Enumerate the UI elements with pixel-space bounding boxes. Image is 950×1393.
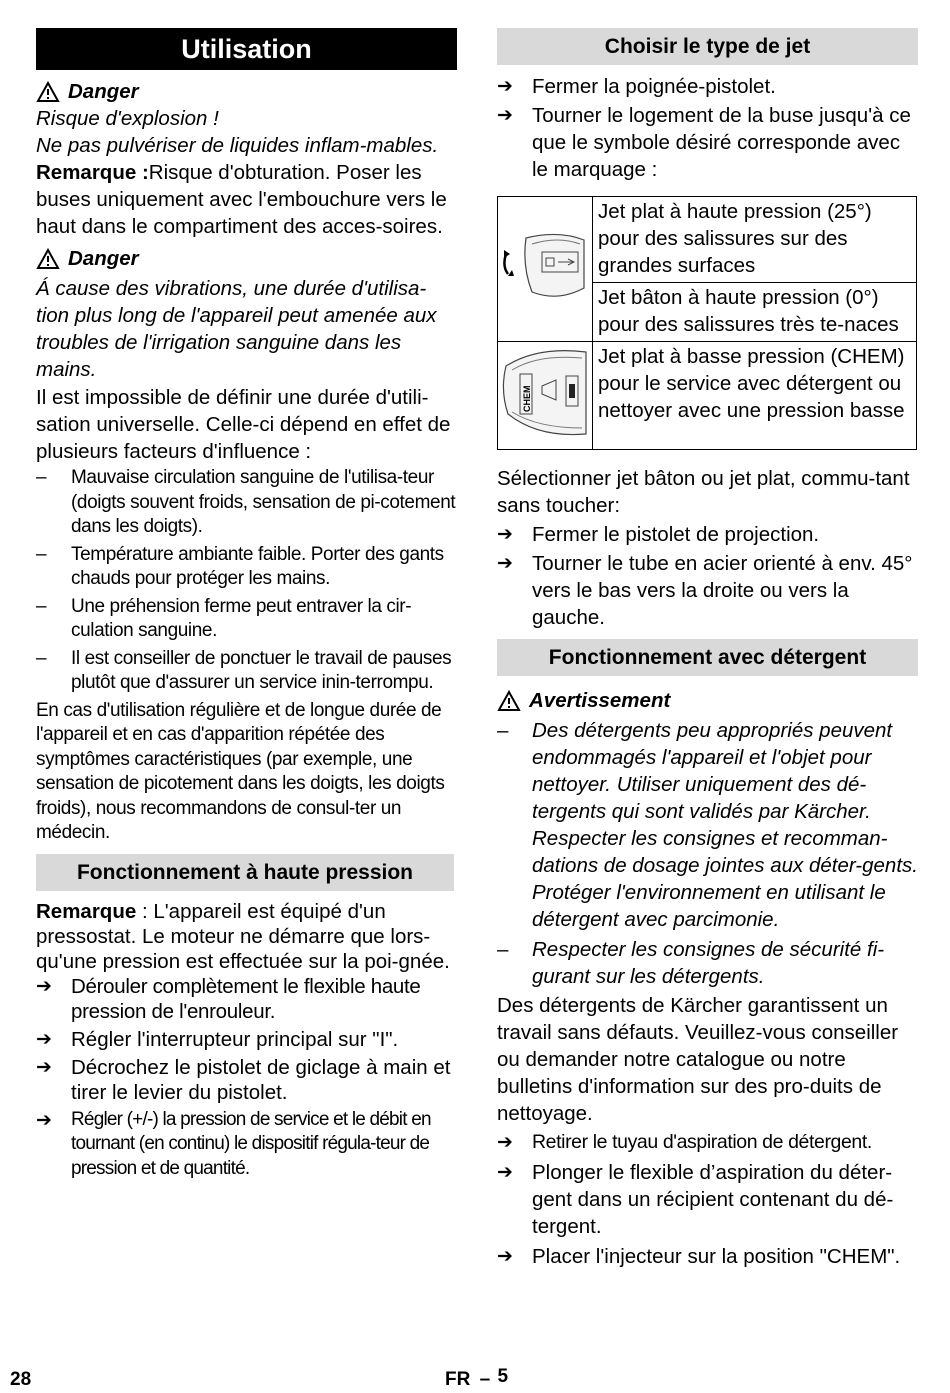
nozzle-option-text: Jet plat à basse pression (CHEM) pour le service avec détergent ou nettoyer avec une pression basse — [593, 342, 917, 450]
list-item: ➔ Fermer le pistolet de projection. — [497, 523, 820, 546]
remarque-obturation — [36, 159, 457, 240]
paragraph-karcher-detergents: Des détergents de Kärcher garantissent un travail sans défauts. Veuillez-vous conseiller ou demander notre catalogue ou notre bulletins d'information sur des pro-duits de nettoyage. — [497, 994, 899, 1125]
nozzle-rotation-illustration — [498, 197, 593, 342]
paragraph-duration: Il est impossible de définir une durée d'utili-sation universelle. Celle-ci dépend en effet de plusieurs facteurs d'influence : — [36, 386, 451, 463]
list-item: ➔ Plonger le flexible d’aspiration du déter-gent dans un récipient contenant du dé-tergent. — [497, 1161, 894, 1238]
section-title-detergent: Fonctionnement avec détergent — [497, 639, 918, 676]
danger-label: Danger — [68, 80, 139, 103]
list-item: ➔ Fermer la poignée-pistolet. — [497, 75, 776, 98]
list-item: ➔ Tourner le tube en acier orienté à env. 45° vers le bas vers la droite ou vers la gauche. — [497, 552, 913, 629]
list-item: – Des détergents peu appropriés peuvent endommagés l'appareil et l'objet pour nettoyer. Utiliser uniquement des dé-tergents qui sont validés par Kärcher. Respecter les consignes et recomman-dations de dosage jointes aux déter-gents. Protéger l'environnement en utilisant le détergent avec parcimonie. — [497, 719, 918, 931]
nozzle-option-text: Jet bâton à haute pression (0°) pour des salissures très te-naces — [593, 283, 917, 342]
warning-triangle-icon — [36, 81, 60, 103]
list-item: – Température ambiante faible. Porter des gants chauds pour protéger les mains. — [36, 543, 444, 589]
danger-heading-1 — [36, 78, 457, 105]
list-item: ➔ Régler l'interrupteur principal sur "I". — [36, 1027, 399, 1051]
paragraph-medical-advice: En cas d'utilisation régulière et de longue durée de l'appareil et en cas d'apparition répétée des symptômes caractéristiques (par exemple, une sensation de picotement dans les doigts, les doigts froids), nous recommandons de consul-ter un médecin. — [36, 699, 445, 843]
arrow-right-icon: ➔ — [497, 1246, 513, 1267]
nozzle-chem-illustration — [498, 342, 593, 450]
high-pressure-steps — [36, 974, 457, 1182]
list-item: ➔ Décrochez le pistolet de giclage à main et tirer le levier du pistolet. — [36, 1055, 451, 1104]
nozzle-option-text: Jet plat à haute pression (25°) pour des salissures sur des grandes surfaces — [593, 197, 917, 283]
warning-label: Avertissement — [529, 689, 671, 712]
nozzle-table — [497, 196, 917, 450]
warning-triangle-icon — [36, 248, 60, 270]
section-title-high-pressure: Fonctionnement à haute pression — [36, 854, 454, 891]
warning-triangle-icon — [497, 690, 521, 712]
table-row — [498, 197, 917, 283]
danger-label: Danger — [68, 247, 139, 270]
right-column — [497, 28, 918, 1270]
arrow-right-icon: ➔ — [497, 76, 513, 97]
remarque-label: Remarque : — [36, 161, 149, 184]
arrow-right-icon: ➔ — [36, 1028, 52, 1050]
danger-text-flammable: Ne pas pulvériser de liquides inflam-mables. — [36, 134, 439, 157]
detergent-steps — [497, 1129, 918, 1270]
warning-list — [497, 717, 918, 990]
jet-switch-steps — [497, 521, 918, 631]
arrow-right-icon: ➔ — [36, 975, 52, 997]
paragraph-select-jet: Sélectionner jet bâton ou jet plat, commu-tant sans toucher: — [497, 467, 910, 517]
remarque-text: : L'appareil est équipé d'un pressostat. Le moteur ne démarre que lors-qu'une pression est effectuée sur la poi-gnée. — [36, 899, 450, 973]
jet-type-steps — [497, 73, 918, 183]
remarque-pressostat — [36, 899, 457, 974]
chem-label: CHEM — [522, 385, 532, 412]
list-item: ➔ Régler (+/-) la pression de service et le débit en tournant (en continu) le dispositif régula-teur de pression et de quantité. — [36, 1108, 457, 1182]
nozzle-chem-icon — [498, 342, 592, 442]
section-title-jet-type: Choisir le type de jet — [497, 28, 918, 65]
arrow-right-icon: ➔ — [497, 105, 513, 126]
arrow-right-icon: ➔ — [497, 524, 513, 545]
list-item: – Mauvaise circulation sanguine de l'utilisa-teur (doigts souvent froids, sensation de pi-cotement dans les doigts). — [36, 467, 456, 537]
list-item: – Il est conseiller de ponctuer le travail de pauses plutôt que d'assurer un service inin-terrompu. — [36, 647, 452, 693]
list-item: ➔ Dérouler complètement le flexible haute pression de l'enrouleur. — [36, 974, 421, 1023]
arrow-right-icon: ➔ — [497, 1132, 513, 1153]
influence-factors-list — [36, 466, 457, 696]
table-row — [498, 342, 917, 450]
list-item: – Une préhension ferme peut entraver la cir-culation sanguine. — [36, 595, 412, 641]
section-title-utilisation: Utilisation — [36, 28, 457, 70]
warning-heading — [497, 687, 918, 714]
arrow-right-icon: ➔ — [497, 1162, 513, 1183]
arrow-right-icon: ➔ — [36, 1056, 52, 1078]
arrow-right-icon: ➔ — [497, 553, 513, 574]
page-number: 28 — [10, 1369, 32, 1390]
remarque-text: Risque d'obturation. Poser les buses uniquement avec l'embouchure vers le haut dans le compartiment des acces-soires. — [36, 161, 447, 238]
left-column — [36, 28, 457, 1181]
list-item: ➔ Retirer le tuyau d'aspiration de détergent. — [497, 1129, 918, 1156]
danger-heading-2 — [36, 245, 457, 272]
list-item: – Respecter les consignes de sécurité fi-gurant sur les détergents. — [497, 938, 885, 988]
footer-language: FR – 5 — [445, 1366, 509, 1390]
remarque-label: Remarque — [36, 899, 137, 923]
danger-text-vibrations: Á cause des vibrations, une durée d'utilisa-tion plus long de l'appareil peut amenée aux troubles de l'irrigation sanguine dans les mains. — [36, 277, 437, 381]
nozzle-rotate-icon — [498, 226, 592, 306]
list-item: ➔ Placer l'injecteur sur la position "CHEM". — [497, 1245, 901, 1268]
danger-text-explosion: Risque d'explosion ! — [36, 107, 219, 130]
list-item: ➔ Tourner le logement de la buse jusqu'à ce que le symbole désiré corresponde avec le marquage : — [497, 104, 911, 181]
arrow-right-icon: ➔ — [36, 1109, 52, 1131]
